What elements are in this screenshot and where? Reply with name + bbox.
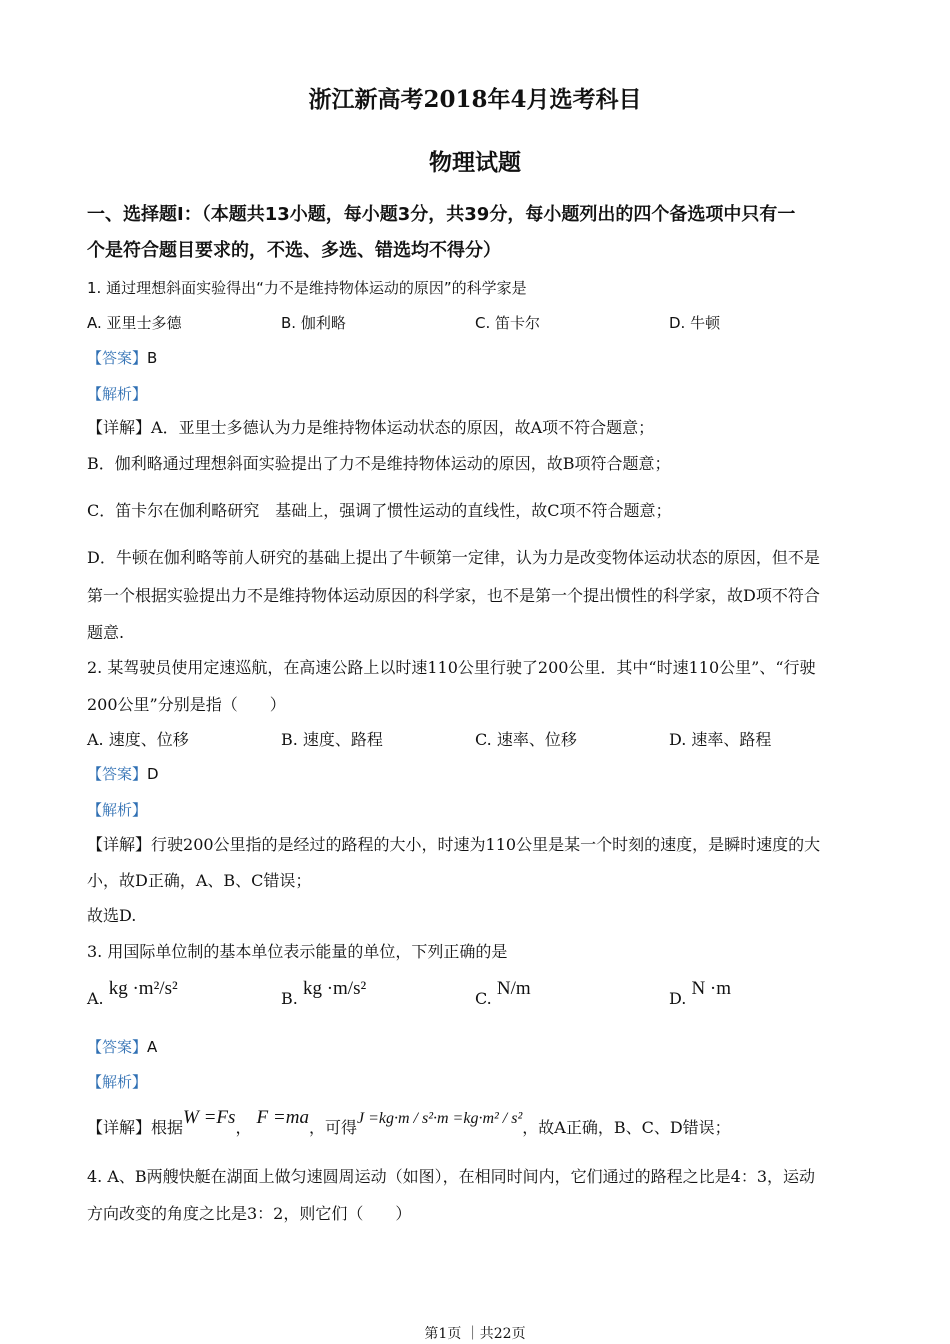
detail-text: ，故A正确，B、C、D错误； xyxy=(522,1118,731,1137)
detail-text: A．亚里士多德认为力是维持物体运动状态的原因，故A项不符合题意； xyxy=(151,418,655,437)
option-a: A. 速度、位移 xyxy=(87,730,189,749)
detail-text: ， xyxy=(235,1118,252,1137)
answer-value: D xyxy=(147,765,159,783)
analysis-tag: 【解析】 xyxy=(87,801,148,819)
question-1-stem: 1. 通过理想斜面实验得出“力不是维持物体运动的原因”的科学家是 xyxy=(87,279,527,297)
detail-tag: 【详解】 xyxy=(87,835,152,854)
option-formula: kg ·m²/s² xyxy=(108,978,178,999)
option-a: A. 亚里士多德 xyxy=(87,314,182,332)
detail-text: 题意. xyxy=(87,623,125,642)
option-letter: A. xyxy=(87,989,104,1008)
question-2-stem: 2. 某驾驶员使用定速巡航，在高速公路上以时速110公里行驶了200公里．其中“时速110公里”、“行驶 xyxy=(87,658,816,677)
option-letter: C. xyxy=(475,989,492,1008)
detail-text: ，可得 xyxy=(308,1118,357,1137)
section-heading: 一、选择题Ⅰ：（本题共13小题，每小题3分，共39分，每小题列出的四个备选项中只有一 xyxy=(87,204,796,225)
section-heading: 个是符合题目要求的，不选、多选、错选均不得分） xyxy=(87,240,501,261)
formula: F =ma xyxy=(256,1107,309,1128)
detail-text: 第一个根据实验提出力不是维持物体运动原因的科学家，也不是第一个提出惯性的科学家，故D项不符合 xyxy=(87,586,820,605)
answer-line xyxy=(87,347,157,369)
option-c: C. 速率、位移 xyxy=(475,730,577,749)
analysis-tag: 【解析】 xyxy=(87,385,148,403)
detail-text: 行驶200公里指的是经过的路程的大小，时速为110公里是某一个时刻的速度，是瞬时速度的大 xyxy=(151,835,821,854)
option-letter: D. xyxy=(669,989,687,1008)
option-b xyxy=(281,978,367,1010)
option-formula: N/m xyxy=(496,978,531,999)
detail-line xyxy=(87,417,654,439)
option-letter: B. xyxy=(281,989,298,1008)
detail-text: B．伽利略通过理想斜面实验提出了力不是维持物体运动的原因，故B项符合题意； xyxy=(87,454,671,473)
option-b: B. 速度、路程 xyxy=(281,730,383,749)
detail-text: C．笛卡尔在伽利略研究 基础上，强调了惯性运动的直线性，故C项不符合题意； xyxy=(87,501,672,520)
detail-text: D．牛顿在伽利略等前人研究的基础上提出了牛顿第一定律，认为力是改变物体运动状态的原因，但不是 xyxy=(87,548,820,567)
answer-tag: 【答案】 xyxy=(87,1038,148,1056)
answer-value: B xyxy=(147,349,158,367)
formula: W =Fs xyxy=(183,1107,236,1128)
detail-tag: 【详解】 xyxy=(87,418,152,437)
option-b: B. 伽利略 xyxy=(281,314,346,332)
question-4-stem: 方向改变的角度之比是3：2，则它们（ ） xyxy=(87,1204,412,1223)
option-formula: N ·m xyxy=(691,978,732,999)
option-d: D. 牛顿 xyxy=(669,314,721,332)
formula: J =kg·m / s²·m =kg·m² / s² xyxy=(356,1110,523,1127)
detail-line xyxy=(87,1107,731,1140)
option-c xyxy=(475,978,531,1010)
document-title: 浙江新高考2018年4月选考科目 xyxy=(308,86,642,113)
option-c: C. 笛卡尔 xyxy=(475,314,541,332)
detail-text: 根据 xyxy=(151,1118,184,1137)
answer-tag: 【答案】 xyxy=(87,765,148,783)
detail-text: 故选D. xyxy=(87,906,137,925)
detail-text: 小，故D正确，A、B、C错误； xyxy=(87,871,312,890)
detail-line xyxy=(87,834,820,856)
detail-tag: 【详解】 xyxy=(87,1118,152,1137)
question-3-stem: 3. 用国际单位制的基本单位表示能量的单位，下列正确的是 xyxy=(87,942,508,961)
option-a xyxy=(87,978,178,1010)
analysis-tag: 【解析】 xyxy=(87,1073,148,1091)
question-2-stem: 200公里”分别是指（ ） xyxy=(87,695,286,714)
option-d: D. 速率、路程 xyxy=(669,730,772,749)
option-formula: kg ·m/s² xyxy=(302,978,367,999)
answer-line xyxy=(87,763,159,785)
document-subtitle: 物理试题 xyxy=(429,149,521,176)
page-footer: 第1页 ｜共22页 xyxy=(424,1326,526,1342)
answer-line xyxy=(87,1036,157,1058)
answer-value: A xyxy=(147,1038,158,1056)
option-d xyxy=(669,978,732,1010)
answer-tag: 【答案】 xyxy=(87,349,148,367)
question-4-stem: 4. A、B两艘快艇在湖面上做匀速圆周运动（如图），在相同时间内，它们通过的路程之比是4：3，运动 xyxy=(87,1167,816,1186)
